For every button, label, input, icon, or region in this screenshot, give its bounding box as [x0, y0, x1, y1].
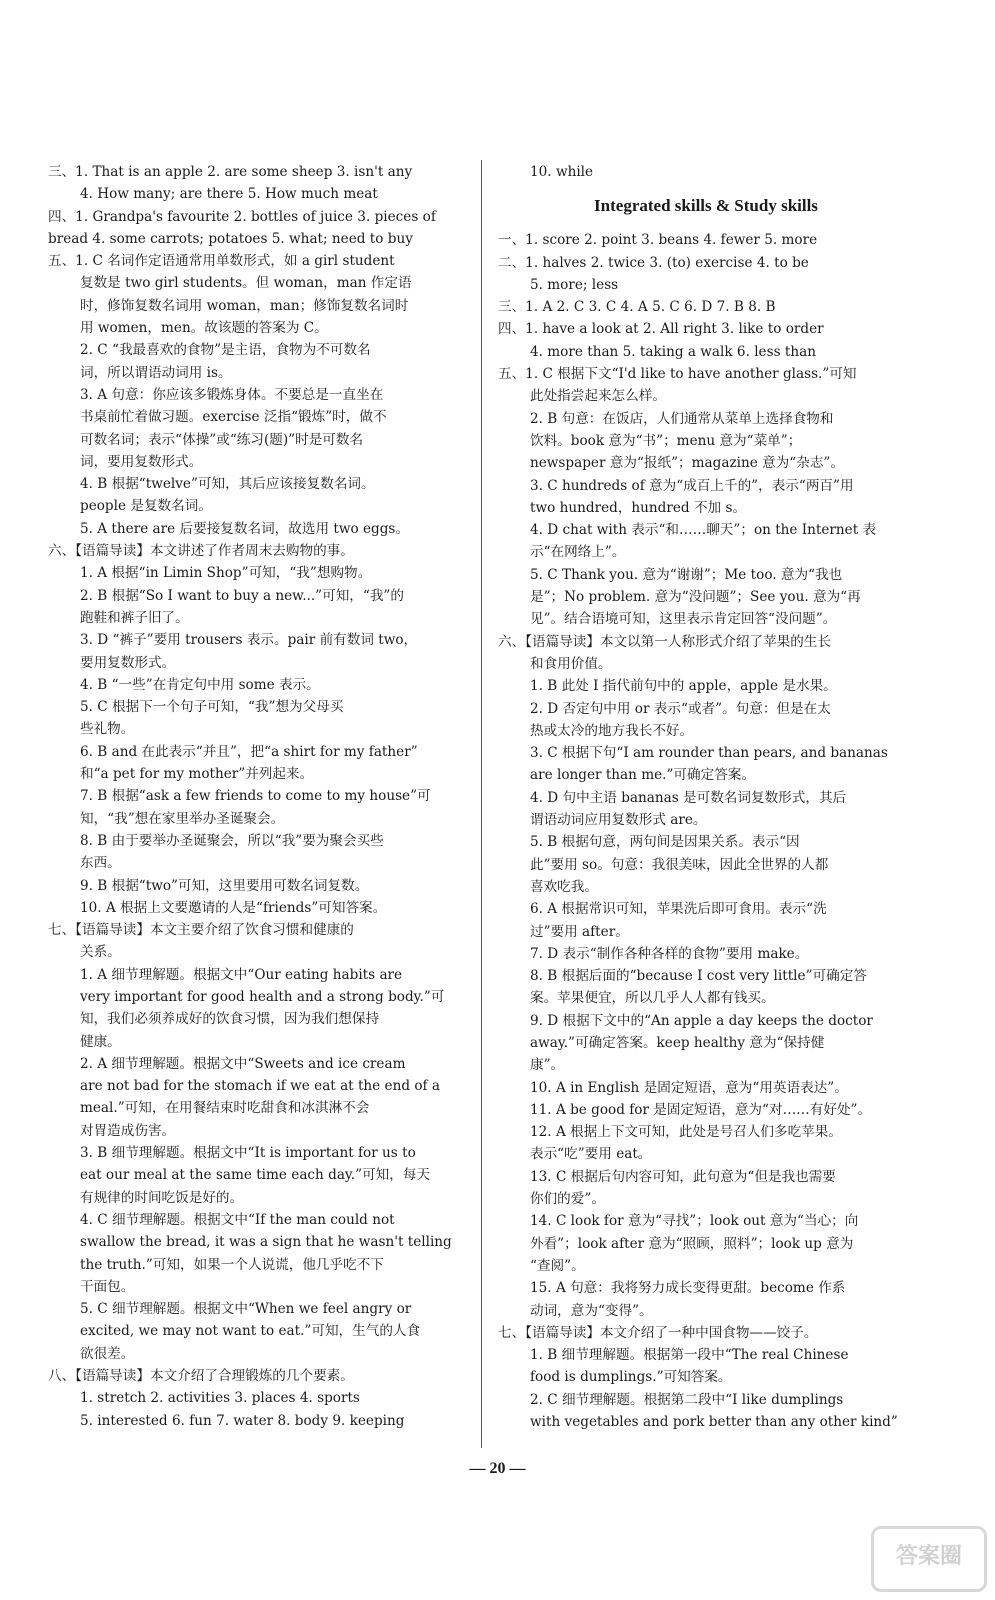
answer-line: 四、1. have a look at 2. All right 3. like to order — [498, 321, 824, 338]
answer-line: 2. B 根据“So I want to buy a new...”可知，“我”的 — [80, 587, 404, 604]
answer-line: 5. interested 6. fun 7. water 8. body 9. keeping — [80, 1412, 405, 1429]
answer-line: 三、1. That is an apple 2. are some sheep 3. isn't any — [48, 164, 413, 180]
answer-line: 9. D 根据下文中的“An apple a day keeps the doctor — [530, 1012, 873, 1029]
answer-line: 3. C 根据下句“I am rounder than pears, and bananas — [530, 745, 888, 762]
answer-line: 4. D 句中主语 bananas 是可数名词复数形式，其后 — [530, 789, 847, 806]
answer-line: 2. B 句意：在饭店，人们通常从菜单上选择食物和 — [530, 410, 834, 427]
answer-line: 4. How many; are there 5. How much meat — [80, 186, 378, 203]
right-column — [498, 161, 914, 1433]
column-divider — [481, 160, 482, 1448]
answer-line: “查阅”。 — [530, 1257, 585, 1274]
answer-line: 5. C 细节理解题。根据文中“When we feel angry or — [80, 1301, 412, 1318]
answer-line: newspaper 意为“报纸”；magazine 意为“杂志”。 — [530, 455, 844, 472]
answer-line: 词，要用复数形式。 — [80, 453, 203, 470]
answer-line: 1. A 细节理解题。根据文中“Our eating habits are — [80, 966, 403, 983]
answer-line: 五、1. C 根据下文“I'd like to have another glass.”可知 — [498, 366, 857, 383]
answer-line: 热或太冷的地方我长不好。 — [530, 722, 694, 739]
answer-line: 四、1. Grandpa's favourite 2. bottles of juice 3. pieces of — [48, 208, 436, 225]
answer-line: 和“a pet for my mother”并列起来。 — [80, 766, 314, 783]
answer-line: 3. A 句意：你应该多锻炼身体。不要总是一直坐在 — [80, 386, 384, 403]
answer-line: 1. B 此处 I 指代前句中的 apple，apple 是水果。 — [530, 678, 837, 695]
answer-line: 10. while — [530, 164, 594, 180]
answer-line: swallow the bread, it was a sign that he wasn't telling — [80, 1234, 452, 1251]
answer-line: 有规律的时间吃饭是好的。 — [80, 1189, 244, 1206]
answer-line: are longer than me.”可确定答案。 — [530, 767, 755, 784]
answer-line: 案。苹果便宜，所以几乎人人都有钱买。 — [530, 990, 775, 1007]
answer-line: two hundred，hundred 不加 s。 — [530, 499, 747, 516]
answer-line: 可数名词；表示“体操”或“练习(题)”时是可数名 — [80, 431, 364, 448]
answer-line: eat our meal at the same time each day.”可知，每天 — [80, 1167, 431, 1184]
answer-line: 干面包。 — [80, 1278, 135, 1295]
answer-line: 欲很差。 — [80, 1345, 135, 1362]
answer-line: 6. B and 在此表示“并且”，把“a shirt for my father” — [80, 743, 418, 760]
answer-line: 过”要用 after。 — [530, 923, 629, 940]
answer-line: 关系。 — [80, 944, 121, 961]
answer-line: 9. B 根据“two”可知，这里要用可数名词复数。 — [80, 877, 369, 894]
answer-line: 六、【语篇导读】本文以第一人称形式介绍了苹果的生长 — [498, 633, 832, 650]
answer-line: 六、【语篇导读】本文讲述了作者周末去购物的事。 — [48, 543, 354, 560]
answer-line: 示“在网络上”。 — [530, 544, 626, 561]
answer-line: 是”；No problem. 意为“没问题”；See you. 意为“再 — [530, 589, 861, 606]
answer-line: 见”。结合语境可知，这里表示肯定回答“没问题”。 — [530, 611, 837, 628]
answer-line: 知，我们必须养成好的饮食习惯，因为我们想保持 — [80, 1011, 380, 1028]
answer-line: are not bad for the stomach if we eat at the end of a — [80, 1078, 441, 1095]
answer-line: 7. D 表示“制作各种各样的食物”要用 make。 — [530, 945, 809, 962]
answer-line: 词，所以谓语动词用 is。 — [80, 364, 232, 381]
answer-line: 3. D “裤子”要用 trousers 表示。pair 前有数词 two， — [80, 632, 418, 649]
answer-line: 时，修饰复数名词用 woman，man；修饰复数名词时 — [80, 297, 409, 314]
answer-line: 五、1. C 名词作定语通常用单数形式，如 a girl student — [48, 253, 395, 270]
answer-line: 复数是 two girl students。但 woman，man 作定语 — [80, 275, 412, 292]
answer-line: 14. C look for 意为“寻找”；look out 意为“当心；向 — [530, 1213, 859, 1230]
answer-line: 二、1. halves 2. twice 3. (to) exercise 4. to be — [498, 254, 809, 271]
answer-line: 动词，意为“变得”。 — [530, 1302, 653, 1319]
answer-line: 七、【语篇导读】本文介绍了一种中国食物——饺子。 — [498, 1324, 818, 1341]
answer-line: 1. B 细节理解题。根据第一段中“The real Chinese — [530, 1347, 849, 1364]
page-number: — 20 — — [469, 1460, 526, 1477]
answer-line: 2. C “我最喜欢的食物”是主语，食物为不可数名 — [80, 342, 371, 359]
answer-line: 健康。 — [80, 1033, 121, 1050]
answer-line: 表示“吃”要用 eat。 — [530, 1146, 652, 1163]
answer-line: with vegetables and pork better than any other kind” — [530, 1414, 898, 1431]
answer-line: 用 women，men。故该题的答案为 C。 — [80, 320, 328, 337]
answer-line: 一、1. score 2. point 3. beans 4. fewer 5. more — [498, 232, 818, 249]
left-column — [48, 161, 464, 1432]
answer-line: bread 4. some carrots; potatoes 5. what; need to buy — [48, 230, 413, 247]
answer-line: 5. B 根据句意，两句间是因果关系。表示“因 — [530, 834, 800, 851]
answer-line: away.”可确定答案。keep healthy 意为“保持健 — [530, 1034, 825, 1051]
answer-line: 饮料。book 意为“书”；menu 意为“菜单”； — [530, 432, 802, 449]
answer-line: 8. B 根据后面的“because I cost very little”可确定答 — [530, 968, 867, 985]
answer-line: 15. A 句意：我将努力成长变得更甜。become 作系 — [530, 1280, 846, 1297]
answer-line: 8. B 由于要举办圣诞聚会，所以“我”要为聚会买些 — [80, 832, 384, 849]
answer-line: 1. stretch 2. activities 3. places 4. sports — [80, 1390, 360, 1407]
answer-line: 4. D chat with 表示“和……聊天”；on the Internet 表 — [530, 522, 877, 539]
answer-line: 4. more than 5. taking a walk 6. less than — [530, 343, 816, 360]
answer-line: 谓语动词应用复数形式 are。 — [530, 812, 707, 829]
section-title: Integrated skills & Study skills — [594, 196, 818, 216]
answer-line: 你们的爱”。 — [530, 1191, 605, 1208]
answer-line: 要用复数形式。 — [80, 654, 176, 671]
answer-line: 此处指尝起来怎么样。 — [530, 388, 666, 405]
right-column-body — [498, 229, 914, 1433]
answer-line: 东西。 — [80, 855, 121, 872]
answer-line: 6. A 根据常识可知，苹果洗后即可食用。表示“洗 — [530, 901, 827, 918]
answer-line: 2. A 细节理解题。根据文中“Sweets and ice cream — [80, 1055, 406, 1072]
answer-line: meal.”可知，在用餐结束时吃甜食和冰淇淋不会 — [80, 1100, 370, 1117]
answer-line: 七、【语篇导读】本文主要介绍了饮食习惯和健康的 — [48, 922, 354, 939]
answer-line: 2. D 否定句中用 or 表示“或者”。句意：但是在太 — [530, 700, 831, 717]
answer-line: food is dumplings.”可知答案。 — [530, 1369, 732, 1386]
answer-line: 跑鞋和裤子旧了。 — [80, 609, 189, 626]
answer-line: 康”。 — [530, 1057, 565, 1074]
answer-line: 1. A 根据“in Limin Shop”可知，“我”想购物。 — [80, 565, 372, 582]
answer-line: 知，“我”想在家里举办圣诞聚会。 — [80, 810, 285, 827]
answer-line: excited, we may not want to eat.”可知，生气的人食 — [80, 1323, 421, 1340]
answer-line: 7. B 根据“ask a few friends to come to my house”可 — [80, 788, 431, 805]
answer-line: 13. C 根据后句内容可知，此句意为“但是我也需要 — [530, 1168, 836, 1185]
answer-line: 书桌前忙着做习题。exercise 泛指“锻炼”时，做不 — [80, 409, 387, 426]
answer-line: 喜欢吃我。 — [530, 878, 598, 895]
answer-line: 3. C hundreds of 意为“成百上千的”，表示“两百”用 — [530, 477, 854, 494]
answer-line: 10. A 根据上文要邀请的人是“friends”可知答案。 — [80, 899, 387, 916]
answer-line: 三、1. A 2. C 3. C 4. A 5. C 6. D 7. B 8. B — [498, 299, 776, 316]
answer-line: 11. A be good for 是固定短语，意为“对……有好处”。 — [530, 1101, 872, 1118]
answer-line: the truth.”可知，如果一个人说谎，他几乎吃不下 — [80, 1256, 384, 1273]
answer-line: 和食用价值。 — [530, 655, 612, 672]
answer-line: 5. more; less — [530, 276, 619, 293]
answer-line: 八、【语篇导读】本文介绍了合理锻炼的几个要素。 — [48, 1368, 354, 1385]
answer-line: very important for good health and a strong body.”可 — [80, 988, 445, 1005]
answer-line: 5. C Thank you. 意为“谢谢”；Me too. 意为“我也 — [530, 566, 843, 583]
answer-line: people 是复数名词。 — [80, 498, 212, 515]
answer-line: 外看”；look after 意为“照顾，照料”；look up 意为 — [530, 1235, 854, 1252]
answer-line: 12. A 根据上下文可知，此处是号召人们多吃苹果。 — [530, 1124, 842, 1141]
answer-line: 对胃造成伤害。 — [80, 1122, 176, 1139]
answer-line: 2. C 细节理解题。根据第二段中“I like dumplings — [530, 1391, 844, 1408]
answer-line: 5. A there are 后要接复数名词，故选用 two eggs。 — [80, 520, 409, 537]
watermark-logo: 答案圈 — [871, 1526, 987, 1592]
answer-line: 5. C 根据下一个句子可知，“我”想为父母买 — [80, 699, 344, 716]
answer-line: 些礼物。 — [80, 721, 135, 738]
answer-line: 4. B 根据“twelve”可知，其后应该接复数名词。 — [80, 476, 375, 493]
answer-line: 4. B “一些”在肯定句中用 some 表示。 — [80, 676, 320, 693]
answer-line: 4. C 细节理解题。根据文中“If the man could not — [80, 1211, 395, 1228]
answer-line: 10. A in English 是固定短语，意为“用英语表达”。 — [530, 1079, 848, 1096]
answer-line: 3. B 细节理解题。根据文中“It is important for us to — [80, 1145, 416, 1162]
answer-line: 此”要用 so。句意：我很美味，因此全世界的人都 — [530, 856, 829, 873]
